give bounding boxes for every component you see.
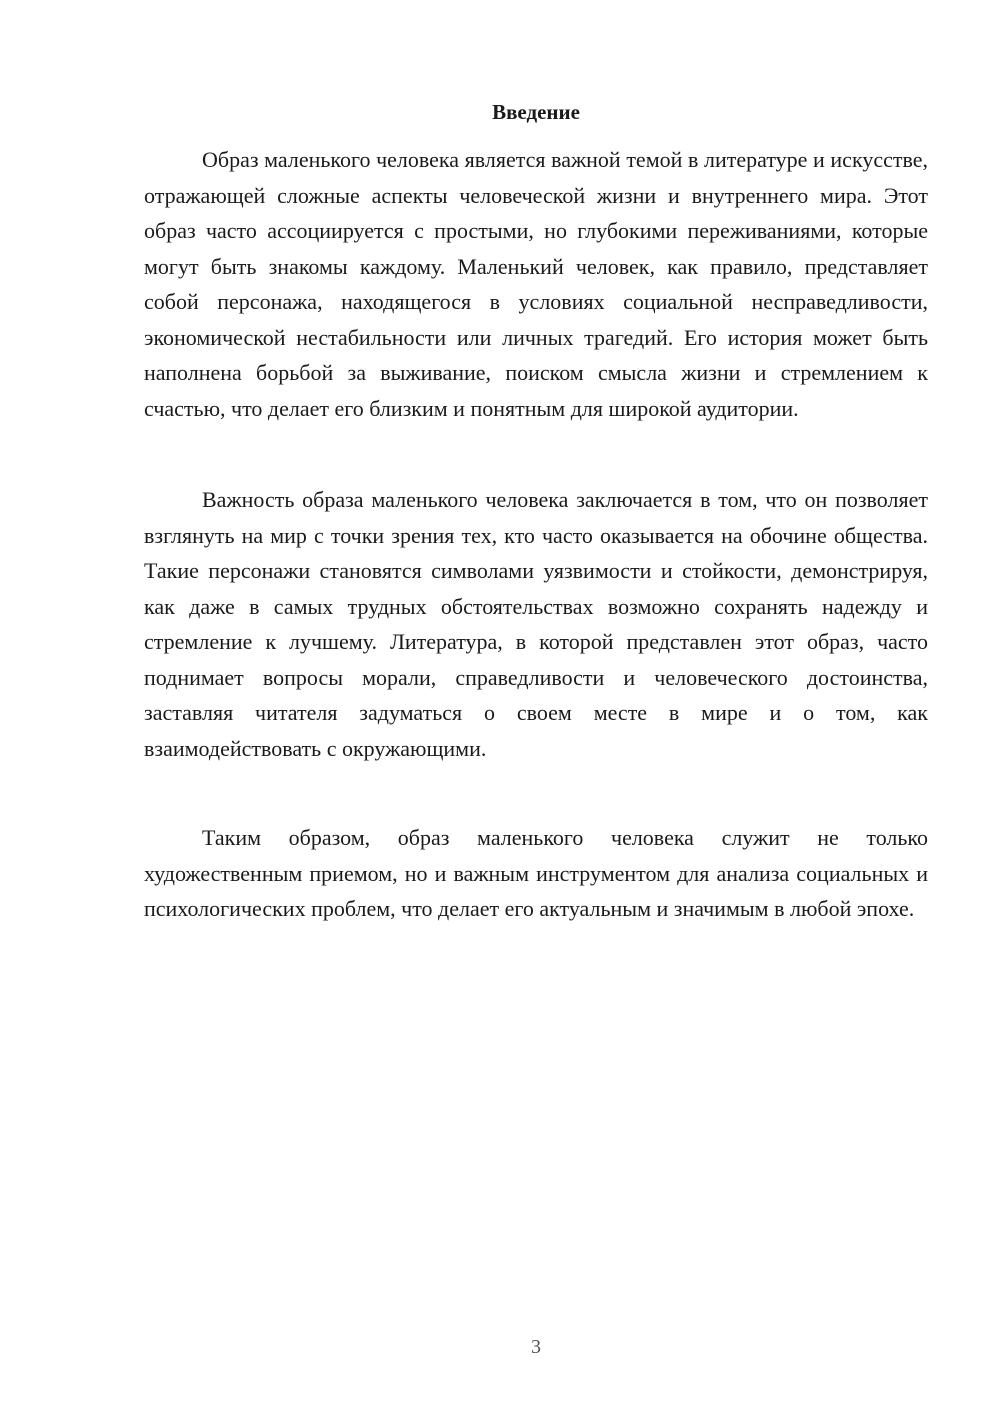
page-title: Введение xyxy=(492,100,580,124)
paragraph-intro: Образ маленького человека является важной темой в литературе и искусстве, отражающей сложные аспекты человеческой жизни и внутреннего мира. Этот образ часто ассоциируется с простыми, но глубокими переживаниями, которые могут быть знакомы каждому. Маленький человек, как правило, представляет собой персонажа, находящегося в условиях социальной несправедливости, экономической нестабильности или личных трагедий. Его история может быть наполнена борьбой за выживание, поиском смысла жизни и стремлением к счастью, что делает его близким и понятным для широкой аудитории. xyxy=(144,147,928,421)
paragraph-importance: Важность образа маленького человека заключается в том, что он позволяет взглянуть на мир с точки зрения тех, кто часто оказывается на обочине общества. Такие персонажи становятся символами уязвимости и стойкости, демонстрируя, как даже в самых трудных обстоятельствах возможно сохранять надежду и стремление к лучшему. Литература, в которой представлен этот образ, часто поднимает вопросы морали, справедливости и человеческого достоинства, заставляя читателя задуматься о своем месте в мире и о том, как взаимодействовать с окружающими. xyxy=(144,487,928,761)
paragraph-conclusion: Таким образом, образ маленького человека служит не только художественным приемом, но и важным инструментом для анализа социальных и психологических проблем, что делает его актуальным и значимым в любой эпохе. xyxy=(144,825,928,921)
page-number: 3 xyxy=(531,1336,541,1358)
